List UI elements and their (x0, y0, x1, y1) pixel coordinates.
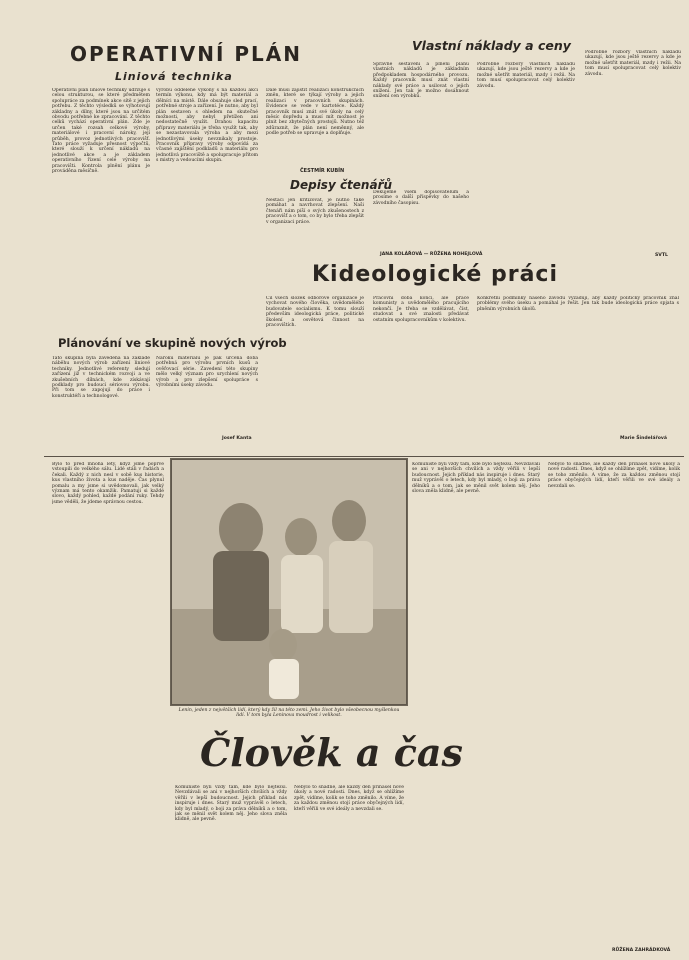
pieces-title: Depisy čtenářů (290, 178, 393, 192)
section-divider (44, 456, 684, 457)
photo-illustration (171, 459, 407, 705)
story-col1: Bylo to před mnoha lety, když jsme poprvé vstoupili do velkého sálu. Lidé stáli v řadách a čekali. Každý z nich nesl v sobě kus historie, kus vlastního života a kus naděje. Čas plynul pomalu a my jsme si uvědomovali, jak velký význam má tento okamžik. Pamatuji si každé slovo, každý pohled, každé podání ruky. Tehdy jsme věděli, že jdeme správnou cestou. (52, 462, 164, 505)
costs-signature: SVTL (655, 253, 668, 258)
plan-subtitle: Liniová technika (115, 70, 233, 83)
story-col4: Komunisté byli vždy tam, kde bylo nejtěžší. Nevzdávali se ani v nejhorších chvílích a vždy věřili v lepší budoucnost. Jejich příklad nás inspiruje i dnes. Starý muž vyprávěl o letech, kdy byl mladý, o boji za práva dělníků a o tom, jak se měnil svět kolem něj. Jeho slova zněla klidně, ale pevně. (412, 462, 540, 495)
plan-col1: Operativní plán liniové techniky udržuje s celou strukturou, se které předmětem spolupráce za podmínek akce sítě z jejich potřebu. Z těchto výsledků se výhotovují základny a dílny, které jsou na určitém obvodu potřebné ke zpracování. Z těchto celků vychází operativní plán. Zde je určen také rozsah celkové výroby, materiálové i pracovní nároky, její průběh, provoz jednotlivých pracovišť. Tato práce vyžaduje přesnost výpočtů, které slouží k určení nákladů na jednotlivé akce a je základem operativního řízení celé výroby na pracovišti. Kontrola plnění plánu je prováděna měsíčně. (52, 88, 150, 175)
pieces-col1: Nestačí jen kritizovat, je nutno také pomáhat a navrhovat zlepšení. Naši čtenáři nám píší o svých zkušenostech z pracovišť a o tom, co by bylo třeba zlepšit v organizaci práce. (266, 198, 364, 225)
costs-col1: Správné sestavení a plnění plánu vlastních nákladů je základním předpokladem hospodárného provozu. Každý pracovník musí znát vlastní náklady své práce a usilovat o jejich snížení. Jen tak je možno dosáhnout snížení cen výrobků. (373, 62, 469, 100)
lines-plan-col1: Tato skupina byla zavedena na základě náběhu nových výrob zařízení liniové techniky. Jednotlivé referenty sledují zařízení již v technickém rozvoji a ve zkušebních dílnách, kde získávají podklady pro budoucí sériovou výrobu. Při tom se zapojují do práce i konstruktéři a technologové. (52, 356, 150, 399)
ideology-col1: Cíl všech složek odborové organizace je vychovat nového člověka, uvědomělého budovatele socialismu. K tomu slouží především ideologická práce, politické školení a osvětová činnost na pracovištích. (266, 296, 364, 329)
story-signature: RŮŽENA ZAHRÁDKOVÁ (612, 948, 671, 953)
ideology-title: Kideologické práci (312, 262, 559, 287)
story-col2: Komunisté byli vždy tam, kde bylo nejtěžší. Nevzdávali se ani v nejhorších chvílích a vždy věřili v lepší budoucnost. Jejich příklad nás inspiruje i dnes. Starý muž vyprávěl o letech, kdy byl mladý, o boji za práva dělníků a o tom, jak se měnil svět kolem něj. Jeho slova zněla klidně, ale pevně. (175, 785, 287, 823)
lines-plan-title: Plánování ve skupině nových výrob (58, 336, 287, 350)
plan-signature: ČESTMÍR KUBÍN (300, 168, 345, 174)
ideology-col3: Konkrétní podmínky našeho závodu vyžadují, aby každý politický pracovník znal problémy svého úseku a pomáhal je řešit. Jen tak bude ideologická práce spjata s plněním výrobních úkolů. (477, 296, 679, 312)
pieces-signature: JANA KOLÁŘOVÁ — RŮŽENA NOHEJLOVÁ (380, 252, 483, 257)
photo-caption: Lenin, jeden z největších lidí, který kdy žil na této zemi. Jeho život bylo všeobecnou myšlenkou lidí. V tom byla Leninova moudrost i velikost. (178, 708, 400, 719)
plan-col2: výrobu odděleně výkony s na každou akci termín výkonu, kdy má být materiál a dělníci na místě. Dále obsahuje sled prací, potřebné stroje a zařízení. Je nutno, aby byl plán sestaven s ohledem na skutečné možnosti, aby nebyl přetížen ani nedostatečně využit. Drahou kapacitu přípravy materiálu je třeba využít tak, aby se nezastavovala výroba a aby mezi jednotlivými úseky nevznikaly prostoje. Pracovník přípravy výroby odpovídá za včasné zajištění podkladů a materiálu pro jednotlivá pracoviště a spolupracuje přitom s mistry a vedoucími skupin. (156, 88, 258, 164)
plan-col3: Dále musí zajistit realizaci konstrukčních změn, které se týkají výroby a jejich realizaci v pracovních skupinách. Evidence se vede v kartotéce. Každý pracovník musí znát své úkoly na celý měsíc dopředu a musí mít možnost je plnit bez zbytečných prostojů. Nutno též zdůraznit, že plán není neměnný, ale podle potřeb se upravuje a doplňuje. (266, 88, 364, 137)
lines-plan-signature: Josef Kanta (222, 436, 252, 441)
story-col3: Nebylo to snadné, ale každý den přinášel nové úkoly a nové radosti. Dnes, když se ohlížíme zpět, vidíme, kolik se toho změnilo. A víme, že za každou změnou stojí práce obyčejných lidí, kteří věřili ve své ideály a nevzdali se. (294, 785, 404, 812)
ideology-col2: Pracovní doba končí, ale práce komunisty a uvědomělého pracujícího nekončí. Je třeba se vzdělávat, číst, studovat a své znalosti předávat ostatním spolupracovníkům v kolektivu. (373, 296, 469, 323)
plan-title: OPERATIVNÍ PLÁN (70, 42, 302, 66)
lenin-photo (170, 458, 408, 706)
costs-col3-continued: Podrobné rozbory vlastních nákladů ukazují, kde jsou ještě rezervy a kde je možné ušetřit materiál, mzdy i režii. Na tom musí spolupracovat celý kolektiv závodu. (585, 50, 681, 77)
pieces-col2: Děkujeme všem dopisovatelům a prosíme o další příspěvky do našeho závodního časopisu. (373, 190, 469, 206)
story-title: Člověk a čas (200, 730, 463, 775)
story-col5: Nebylo to snadné, ale každý den přinášel nové úkoly a nové radosti. Dnes, když se ohlížíme zpět, vidíme, kolik se toho změnilo. A víme, že za každou změnou stojí práce obyčejných lidí, kteří věřili ve své ideály a nevzdali se. (548, 462, 680, 489)
costs-title: Vlastní náklady a ceny (412, 38, 571, 53)
lines-plan-col2: Nároků materiálu je pak určena doba potřebná pro výrobu prvních kusů a ověřovací série. Zavedení této skupiny mělo velký význam pro urychlení nových výrob a pro zlepšení spolupráce s výrobními úseky závodu. (156, 356, 258, 389)
costs-col2: Podrobné rozbory vlastních nákladů ukazují, kde jsou ještě rezervy a kde je možné ušetřit materiál, mzdy i režii. Na tom musí spolupracovat celý kolektiv závodu. (477, 62, 575, 89)
ideology-signature: Marie Šindelářová (620, 436, 667, 441)
